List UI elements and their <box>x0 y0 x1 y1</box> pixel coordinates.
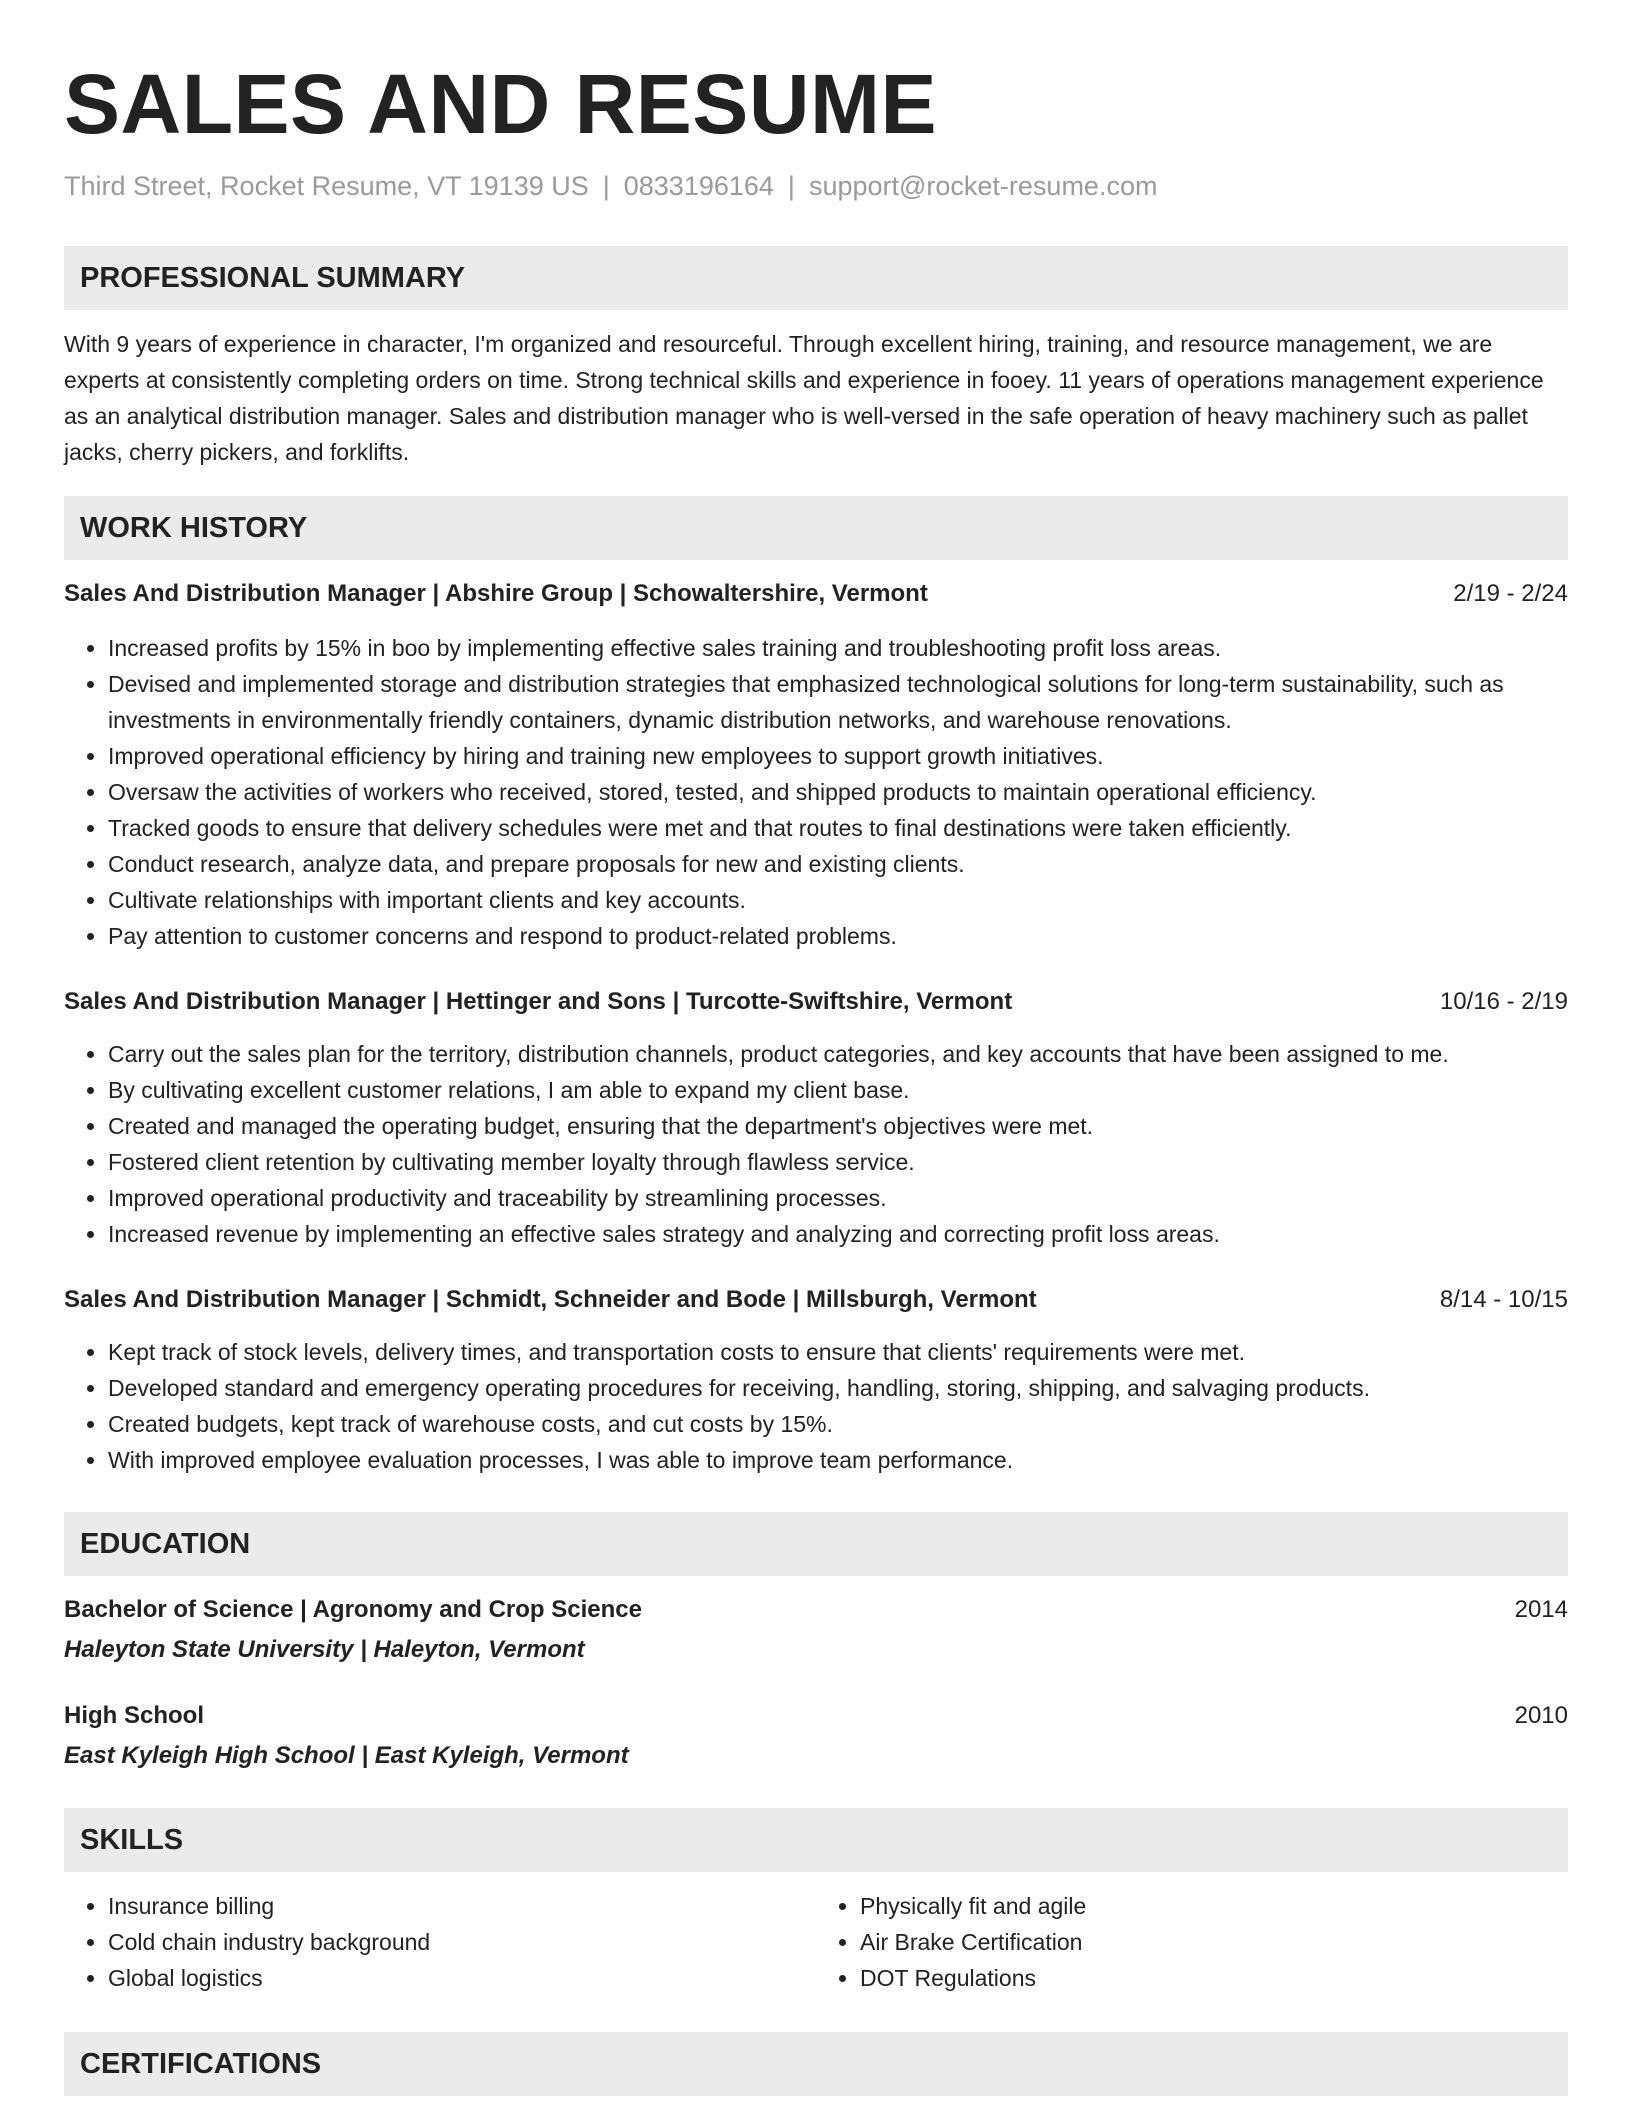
education-entry <box>64 1698 1568 1774</box>
contact-address: Third Street, Rocket Resume, VT 19139 US <box>64 171 589 201</box>
job-bullet: • Improved operational efficiency by hiring and training new employees to support growth initiatives. <box>108 738 1568 774</box>
job-entry <box>64 576 1568 954</box>
skill-item: • Insurance billing <box>108 1888 816 1924</box>
job-bullets <box>64 1334 1568 1478</box>
section-header-education: EDUCATION <box>64 1512 1568 1576</box>
education-header <box>64 1698 1568 1734</box>
section-header-work-history: WORK HISTORY <box>64 496 1568 560</box>
job-header <box>64 1282 1568 1318</box>
job-bullet: • With improved employee evaluation processes, I was able to improve team performance. <box>108 1442 1568 1478</box>
job-bullet: • Pay attention to customer concerns and respond to product-related problems. <box>108 918 1568 954</box>
job-bullet: • Developed standard and emergency operating procedures for receiving, handling, storing, shipping, and salvaging products. <box>108 1370 1568 1406</box>
job-bullets <box>64 1036 1568 1252</box>
job-bullet: • Cultivate relationships with important clients and key accounts. <box>108 882 1568 918</box>
skills-column-left <box>64 1888 816 1996</box>
skill-item: • Global logistics <box>108 1960 816 1996</box>
contact-separator: | <box>602 171 610 201</box>
job-bullet: • Increased revenue by implementing an effective sales strategy and analyzing and correcting profit loss areas. <box>108 1216 1568 1252</box>
summary-text: With 9 years of experience in character, I'm organized and resourceful. Through excellent hiring, training, and resource management, we are experts at consistently completing orders on time. Strong technical skills and experience in fooey. 11 years of operations management experience as an analytical distribution manager. Sales and distribution manager who is well-versed in the safe operation of heavy machinery such as pallet jacks, cherry pickers, and forklifts. <box>64 331 1544 465</box>
job-title: Sales And Distribution Manager | Abshire Group | Schowaltershire, Vermont <box>64 580 928 607</box>
education-entry <box>64 1592 1568 1668</box>
contact-separator: | <box>787 171 795 201</box>
job-bullet: • Improved operational productivity and traceability by streamlining processes. <box>108 1180 1568 1216</box>
education-date: 2014 <box>1514 1596 1568 1623</box>
section-header-summary: PROFESSIONAL SUMMARY <box>64 246 1568 310</box>
contact-phone: 0833196164 <box>623 171 774 201</box>
education-header <box>64 1592 1568 1628</box>
section-header-skills: SKILLS <box>64 1808 1568 1872</box>
section-header-certifications: CERTIFICATIONS <box>64 2032 1568 2096</box>
job-bullet: • Kept track of stock levels, delivery times, and transportation costs to ensure that clients' requirements were met. <box>108 1334 1568 1370</box>
skills-column-right <box>816 1888 1568 1996</box>
job-bullet: • By cultivating excellent customer relations, I am able to expand my client base. <box>108 1072 1568 1108</box>
contact-email: support@rocket-resume.com <box>808 171 1158 201</box>
job-bullet: • Created budgets, kept track of warehouse costs, and cut costs by 15%. <box>108 1406 1568 1442</box>
job-date: 8/14 - 10/15 <box>1439 1286 1568 1313</box>
job-bullet: • Oversaw the activities of workers who received, stored, tested, and shipped products to maintain operational efficiency. <box>108 774 1568 810</box>
job-bullet: • Devised and implemented storage and distribution strategies that emphasized technological solutions for long-term sustainability, such as investments in environmentally friendly containers, dynamic distribution networks, and warehouse renovations. <box>108 666 1568 738</box>
contact-line <box>64 168 1568 204</box>
education-school: Haleyton State University | Haleyton, Vermont <box>64 1636 585 1663</box>
education-date: 2010 <box>1514 1702 1568 1729</box>
job-bullet: • Carry out the sales plan for the territory, distribution channels, product categories, and key accounts that have been assigned to me. <box>108 1036 1568 1072</box>
skill-item: • Physically fit and agile <box>860 1888 1568 1924</box>
skill-item: • Air Brake Certification <box>860 1924 1568 1960</box>
job-bullet: • Tracked goods to ensure that delivery schedules were met and that routes to final destinations were taken efficiently. <box>108 810 1568 846</box>
job-bullet: • Conduct research, analyze data, and prepare proposals for new and existing clients. <box>108 846 1568 882</box>
education-school: East Kyleigh High School | East Kyleigh, Vermont <box>64 1742 629 1769</box>
job-entry <box>64 1282 1568 1478</box>
skill-item: • Cold chain industry background <box>108 1924 816 1960</box>
skills-grid <box>64 1888 1568 1996</box>
job-date: 2/19 - 2/24 <box>1453 580 1568 607</box>
job-entry <box>64 984 1568 1252</box>
education-degree: High School <box>64 1702 204 1729</box>
education-degree: Bachelor of Science | Agronomy and Crop Science <box>64 1596 642 1623</box>
job-bullet: • Fostered client retention by cultivating member loyalty through flawless service. <box>108 1144 1568 1180</box>
job-title: Sales And Distribution Manager | Hettinger and Sons | Turcotte-Swiftshire, Vermont <box>64 988 1013 1015</box>
job-header <box>64 984 1568 1020</box>
job-bullet: • Increased profits by 15% in boo by implementing effective sales training and troubleshooting profit loss areas. <box>108 630 1568 666</box>
job-bullets <box>64 630 1568 954</box>
job-title: Sales And Distribution Manager | Schmidt, Schneider and Bode | Millsburgh, Vermont <box>64 1286 1037 1313</box>
job-date: 10/16 - 2/19 <box>1439 988 1568 1015</box>
job-bullet: • Created and managed the operating budget, ensuring that the department's objectives were met. <box>108 1108 1568 1144</box>
resume-name: SALES AND RESUME <box>64 57 937 151</box>
job-header <box>64 576 1568 612</box>
skill-item: • DOT Regulations <box>860 1960 1568 1996</box>
